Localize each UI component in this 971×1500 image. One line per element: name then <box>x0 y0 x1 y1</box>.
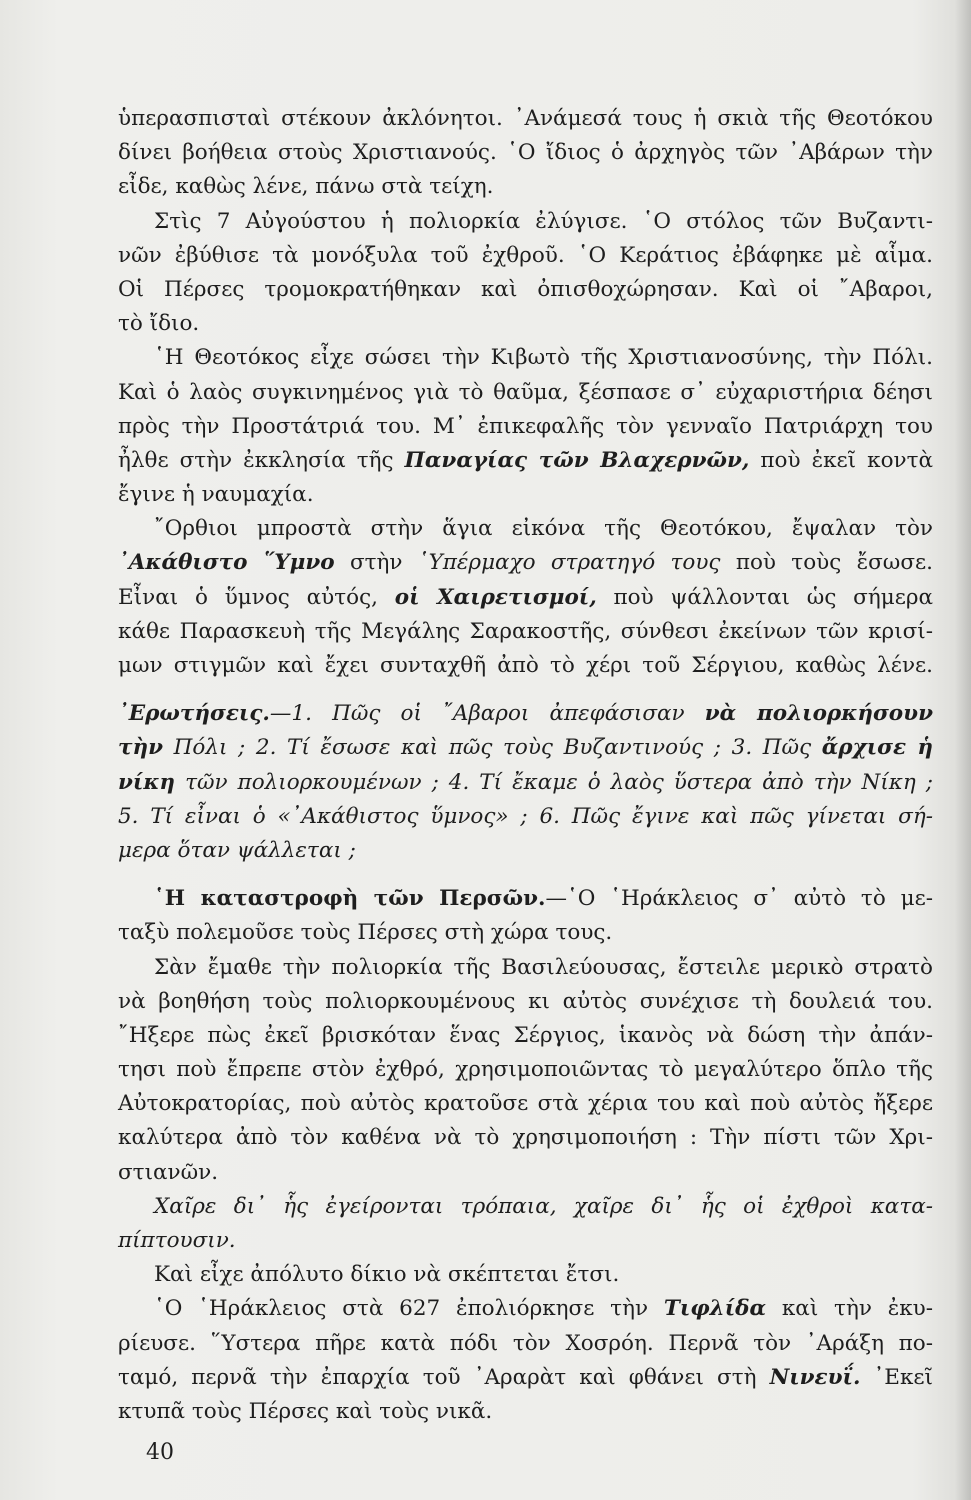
text-line <box>118 615 933 649</box>
text-run: ὑπερασπισταὶ στέκουν ἀκλόνητοι. ᾿Ανάμεσά τους ἡ σκιὰ τῆς Θεοτόκου <box>118 106 933 131</box>
text-run: τὴν <box>118 735 164 761</box>
text-run: καὶ τὴν ἐκυ- <box>766 1296 934 1322</box>
text-run: κτυπᾶ τοὺς Πέρσες καὶ τοὺς νικᾶ. <box>118 1398 493 1424</box>
text-line <box>118 205 933 239</box>
text-run: μων στιγμῶν καὶ ἔχει συνταχθῆ ἀπὸ τὸ χέρι τοῦ Σέργιου, καθὼς λένε. <box>118 653 933 678</box>
page-number: 40 <box>146 1440 174 1465</box>
page-edge-shadow <box>955 0 971 1500</box>
text-run: ἄρχισε ἡ <box>821 735 933 761</box>
text-run: Παναγίας τῶν Βλαχερνῶν, <box>404 447 750 473</box>
text-run: πίπτουσιν. <box>118 1228 236 1253</box>
text-run: Τιφλίδα <box>663 1296 767 1322</box>
text-run: Χαῖρε δι᾿ ἧς ἐγείρονται τρόπαια, χαῖρε δι᾿ ἧς οἱ ἐχθροὶ κατα- <box>154 1193 933 1219</box>
text-line <box>118 834 933 868</box>
text-line <box>118 136 933 170</box>
text-line <box>118 882 933 916</box>
paragraph-gap <box>118 683 933 697</box>
text-run: Οἱ Πέρσες τρομοκρατήθηκαν καὶ ὀπισθοχώρησαν. Καὶ οἱ ῎Αβαροι, <box>118 276 933 302</box>
text-line <box>118 1292 933 1326</box>
text-run: στὴν <box>334 550 418 576</box>
text-line <box>118 1224 933 1258</box>
text-run: ταξὺ πολεμοῦσε τοὺς Πέρσες στὴ χώρα τους. <box>118 920 613 946</box>
text-run: Καὶ εἶχε ἀπόλυτο δίκιο νὰ σκέπτεται ἔτσι. <box>154 1262 620 1288</box>
text-line <box>118 951 933 985</box>
text-line <box>118 1121 933 1155</box>
text-run: —1. Πῶς οἱ ῎Αβαροι ἀπεφάσισαν <box>269 701 705 727</box>
text-run: οἱ Χαιρετισμοί, <box>394 584 597 610</box>
text-line <box>118 649 933 683</box>
text-line <box>118 1395 933 1429</box>
text-line <box>118 1156 933 1190</box>
text-line <box>118 307 933 341</box>
text-run: ἦλθε στὴν ἐκκλησία τῆς <box>118 447 405 473</box>
text-line <box>118 1258 933 1292</box>
text-run: ρίευσε. ῞Υστερα πῆρε κατὰ πόδι τὸν Χοσρόη. Περνᾶ τὸν ᾿Αράξη πο- <box>118 1330 933 1356</box>
text-run: Σὰν ἔμαθε τὴν πολιορκία τῆς Βασιλεύουσας, ἔστειλε μερικὸ στρατὸ <box>154 954 933 980</box>
text-line <box>118 546 933 580</box>
text-run: ποὺ ἐκεῖ κοντὰ <box>749 447 933 473</box>
body-text <box>118 102 933 1429</box>
text-line <box>118 1327 933 1361</box>
text-run: κάθε Παρασκευὴ τῆς Μεγάλης Σαρακοστῆς, σύνθεσι ἐκείνων τῶν κρισί- <box>118 618 933 644</box>
text-run: νὰ πολιορκήσουν <box>704 701 933 727</box>
text-line <box>118 581 933 615</box>
text-line <box>118 170 933 204</box>
text-line <box>118 444 933 478</box>
text-run: ταμό, περνᾶ τὴν ἐπαρχία τοῦ ᾿Αραρὰτ καὶ φθάνει στὴ <box>118 1364 770 1390</box>
text-line <box>118 766 933 800</box>
text-run: εἶδε, καθὼς λένε, πάνω στὰ τείχη. <box>118 174 494 200</box>
text-line <box>118 341 933 375</box>
text-line <box>118 376 933 410</box>
text-run: —῾Ο ῾Ηράκλειος σ᾿ αὐτὸ τὸ με- <box>545 886 933 912</box>
text-run: νὰ βοηθήση τοὺς πολιορκουμένους κι αὐτὸς συνέχισε τὴ δουλειά του. <box>118 988 933 1014</box>
text-run: Πόλι ; 2. Τί ἔσωσε καὶ πῶς τοὺς Βυζαντινούς ; 3. Πῶς <box>163 735 822 761</box>
text-line <box>118 1087 933 1121</box>
text-run: ῾Ο ῾Ηράκλειος στὰ 627 ἐπολιόρκησε τὴν <box>154 1296 664 1322</box>
text-line <box>118 1053 933 1087</box>
text-run: Αὐτοκρατορίας, ποὺ αὐτὸς κρατοῦσε στὰ χέρια του καὶ ποὺ αὐτὸς ἤξερε <box>118 1091 933 1117</box>
text-run: ἔγινε ἡ ναυμαχία. <box>118 482 314 508</box>
text-run: νῶν ἐβύθισε τὰ μονόξυλα τοῦ ἐχθροῦ. ῾Ο Κεράτιος ἐβάφηκε μὲ αἷμα. <box>118 242 933 268</box>
paragraph-gap <box>118 868 933 882</box>
text-run: ποὺ τοὺς ἔσωσε. <box>720 550 933 576</box>
text-run: ῎Ορθιοι μπροστὰ στὴν ἅγια εἰκόνα τῆς Θεοτόκου, ἔψαλαν τὸν <box>154 516 933 542</box>
text-line <box>118 800 933 834</box>
text-run: ποὺ ψάλλονται ὡς σήμερα <box>596 584 934 610</box>
text-run: ῾Η καταστροφὴ τῶν Περσῶν. <box>154 886 546 912</box>
text-run: τησι ποὺ ἔπρεπε στὸν ἐχθρό, χρησιμοποιῶντας τὸ μεγαλύτερο ὅπλο τῆς <box>118 1057 933 1083</box>
text-line <box>118 273 933 307</box>
text-run: μερα ὅταν ψάλλεται ; <box>118 837 356 863</box>
text-line <box>118 239 933 273</box>
text-line <box>118 478 933 512</box>
text-run: Στὶς 7 Αὐγούστου ἡ πολιορκία ἐλύγισε. ῾Ο στόλος τῶν Βυζαντι- <box>154 208 933 234</box>
text-line <box>118 731 933 765</box>
text-line <box>118 1190 933 1224</box>
text-run: Νινευΐ. <box>769 1364 861 1390</box>
text-line <box>118 102 933 136</box>
text-run: ῾Υπέρμαχο στρατηγό τους <box>417 550 721 576</box>
text-run: ᾿Ερωτήσεις. <box>118 701 270 727</box>
text-run: Καὶ ὁ λαὸς συγκινημένος γιὰ τὸ θαῦμα, ξέσπασε σ᾿ εὐχαριστήρια δέησι <box>118 379 933 405</box>
text-run: δίνει βοήθεια στοὺς Χριστιανούς. ῾Ο ἴδιος ὁ ἀρχηγὸς τῶν ᾿Αβάρων τὴν <box>118 140 933 166</box>
text-run: καλύτερα ἀπὸ τὸν καθένα νὰ τὸ χρησιμοποιήση : Τὴν πίστι τῶν Χρι- <box>118 1125 933 1151</box>
text-run: ῎Ηξερε πὼς ἐκεῖ βρισκόταν ἕνας Σέργιος, ἱκανὸς νὰ δώση τὴν ἀπάν- <box>118 1022 933 1048</box>
text-line <box>118 1361 933 1395</box>
text-line <box>118 410 933 444</box>
text-line <box>118 512 933 546</box>
text-run: νίκη <box>118 769 176 795</box>
text-line <box>118 985 933 1019</box>
text-line <box>118 697 933 731</box>
text-line <box>118 916 933 950</box>
text-run: τῶν πολιορκουμένων ; 4. Τί ἔκαμε ὁ λαὸς ὕστερα ἀπὸ τὴν Νίκη ; <box>175 769 933 795</box>
text-line <box>118 1019 933 1053</box>
text-run: στιανῶν. <box>118 1159 219 1185</box>
text-run: 5. Τί εἶναι ὁ «᾿Ακάθιστος ὕμνος» ; 6. Πῶς ἔγινε καὶ πῶς γίνεται σή- <box>118 803 933 829</box>
text-run: πρὸς τὴν Προστάτριά του. Μ᾿ ἐπικεφαλῆς τὸν γενναῖο Πατριάρχη του <box>118 413 933 439</box>
text-run: ῾Η Θεοτόκος εἶχε σώσει τὴν Κιβωτὸ τῆς Χριστιανοσύνης, τὴν Πόλι. <box>154 345 933 371</box>
text-run: ᾿Εκεῖ <box>860 1364 933 1390</box>
text-run: ᾿Ακάθιστο ῞Υμνο <box>118 550 335 576</box>
text-run: τὸ ἴδιο. <box>118 311 200 337</box>
text-run: Εἶναι ὁ ὕμνος αὐτός, <box>118 584 395 610</box>
